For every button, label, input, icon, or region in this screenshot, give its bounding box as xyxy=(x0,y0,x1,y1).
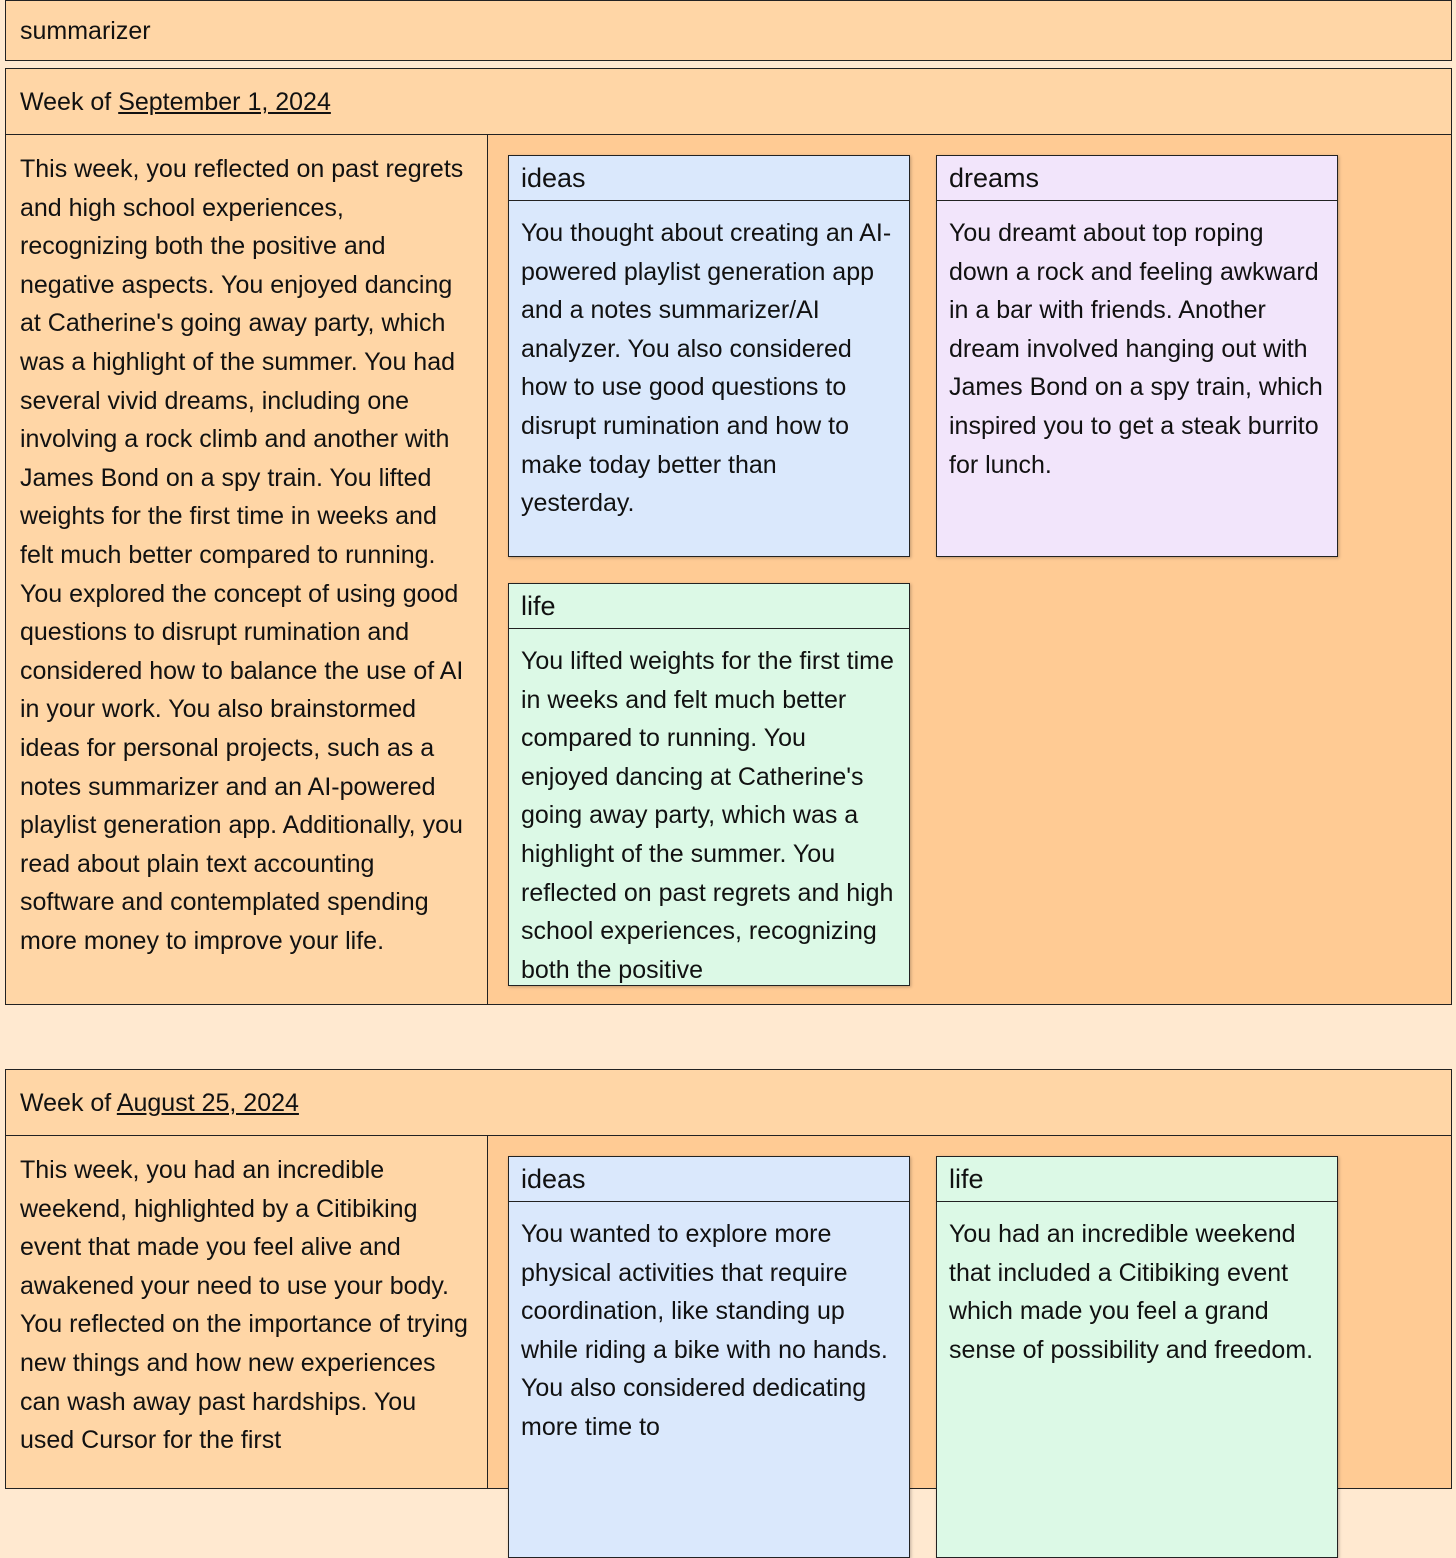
ideas-card xyxy=(508,155,910,557)
dreams-card xyxy=(936,155,1338,557)
life-card xyxy=(508,583,910,986)
week-body xyxy=(6,135,1451,1004)
week-header xyxy=(6,1070,1451,1136)
card-body: You wanted to explore more physical activities that require coordination, like standing up while riding a bike with no hands. You also considered dedicating more time to xyxy=(521,1220,888,1441)
week-label: Week of xyxy=(20,1089,112,1117)
card-title: life xyxy=(937,1157,1337,1202)
card-title: dreams xyxy=(937,156,1337,201)
week-header xyxy=(6,69,1451,135)
app-header xyxy=(5,0,1452,61)
card-body: You lifted weights for the first time in weeks and felt much better compared to running. You enjoyed dancing at Catherine's going away party, which was a highlight of the summer. You reflected on past regrets and high school experiences, recognizing both the positive xyxy=(521,647,894,984)
week-section xyxy=(5,1069,1452,1489)
week-date-link[interactable]: September 1, 2024 xyxy=(118,88,331,116)
week-summary: This week, you reflected on past regrets and high school experiences, recognizing both the positive and negative aspects. You enjoyed dancing at Catherine's going away party, which was a highlight of the summer. You had several vivid dreams, including one involving a rock climb and another with James Bond on a spy train. You lifted weights for the first time in weeks and felt much better compared to running. You explored the concept of using good questions to disrupt rumination and considered how to balance the use of AI in your work. You also brainstormed ideas for personal projects, such as a notes summarizer and an AI-powered playlist generation app. Additionally, you read about plain text accounting software and contemplated spending more money to improve your life. xyxy=(6,135,488,1004)
card-title: ideas xyxy=(509,1157,909,1202)
card-body: You dreamt about top roping down a rock and feeling awkward in a bar with friends. Another dream involved hanging out with James Bond on a spy train, which inspired you to get a steak burrito for lunch. xyxy=(949,219,1323,479)
week-section xyxy=(5,68,1452,1005)
app-title: summarizer xyxy=(20,17,151,45)
card-title: life xyxy=(509,584,909,629)
week-summary: This week, you had an incredible weekend, highlighted by a Citibiking event that made you feel alive and awakened your need to use your body. You reflected on the importance of trying new things and how new experiences can wash away past hardships. You used Cursor for the first xyxy=(6,1136,488,1488)
week-label: Week of xyxy=(20,88,112,116)
week-date-link[interactable]: August 25, 2024 xyxy=(116,1089,299,1117)
week-body xyxy=(6,1136,1451,1488)
card-body: You thought about creating an AI-powered playlist generation app and a notes summarizer/AI analyzer. You also considered how to use good questions to disrupt rumination and how to make today better than yesterday. xyxy=(521,219,892,518)
ideas-card xyxy=(508,1156,910,1558)
card-title: ideas xyxy=(509,156,909,201)
card-body: You had an incredible weekend that included a Citibiking event which made you feel a grand sense of possibility and freedom. xyxy=(949,1220,1314,1364)
life-card xyxy=(936,1156,1338,1558)
